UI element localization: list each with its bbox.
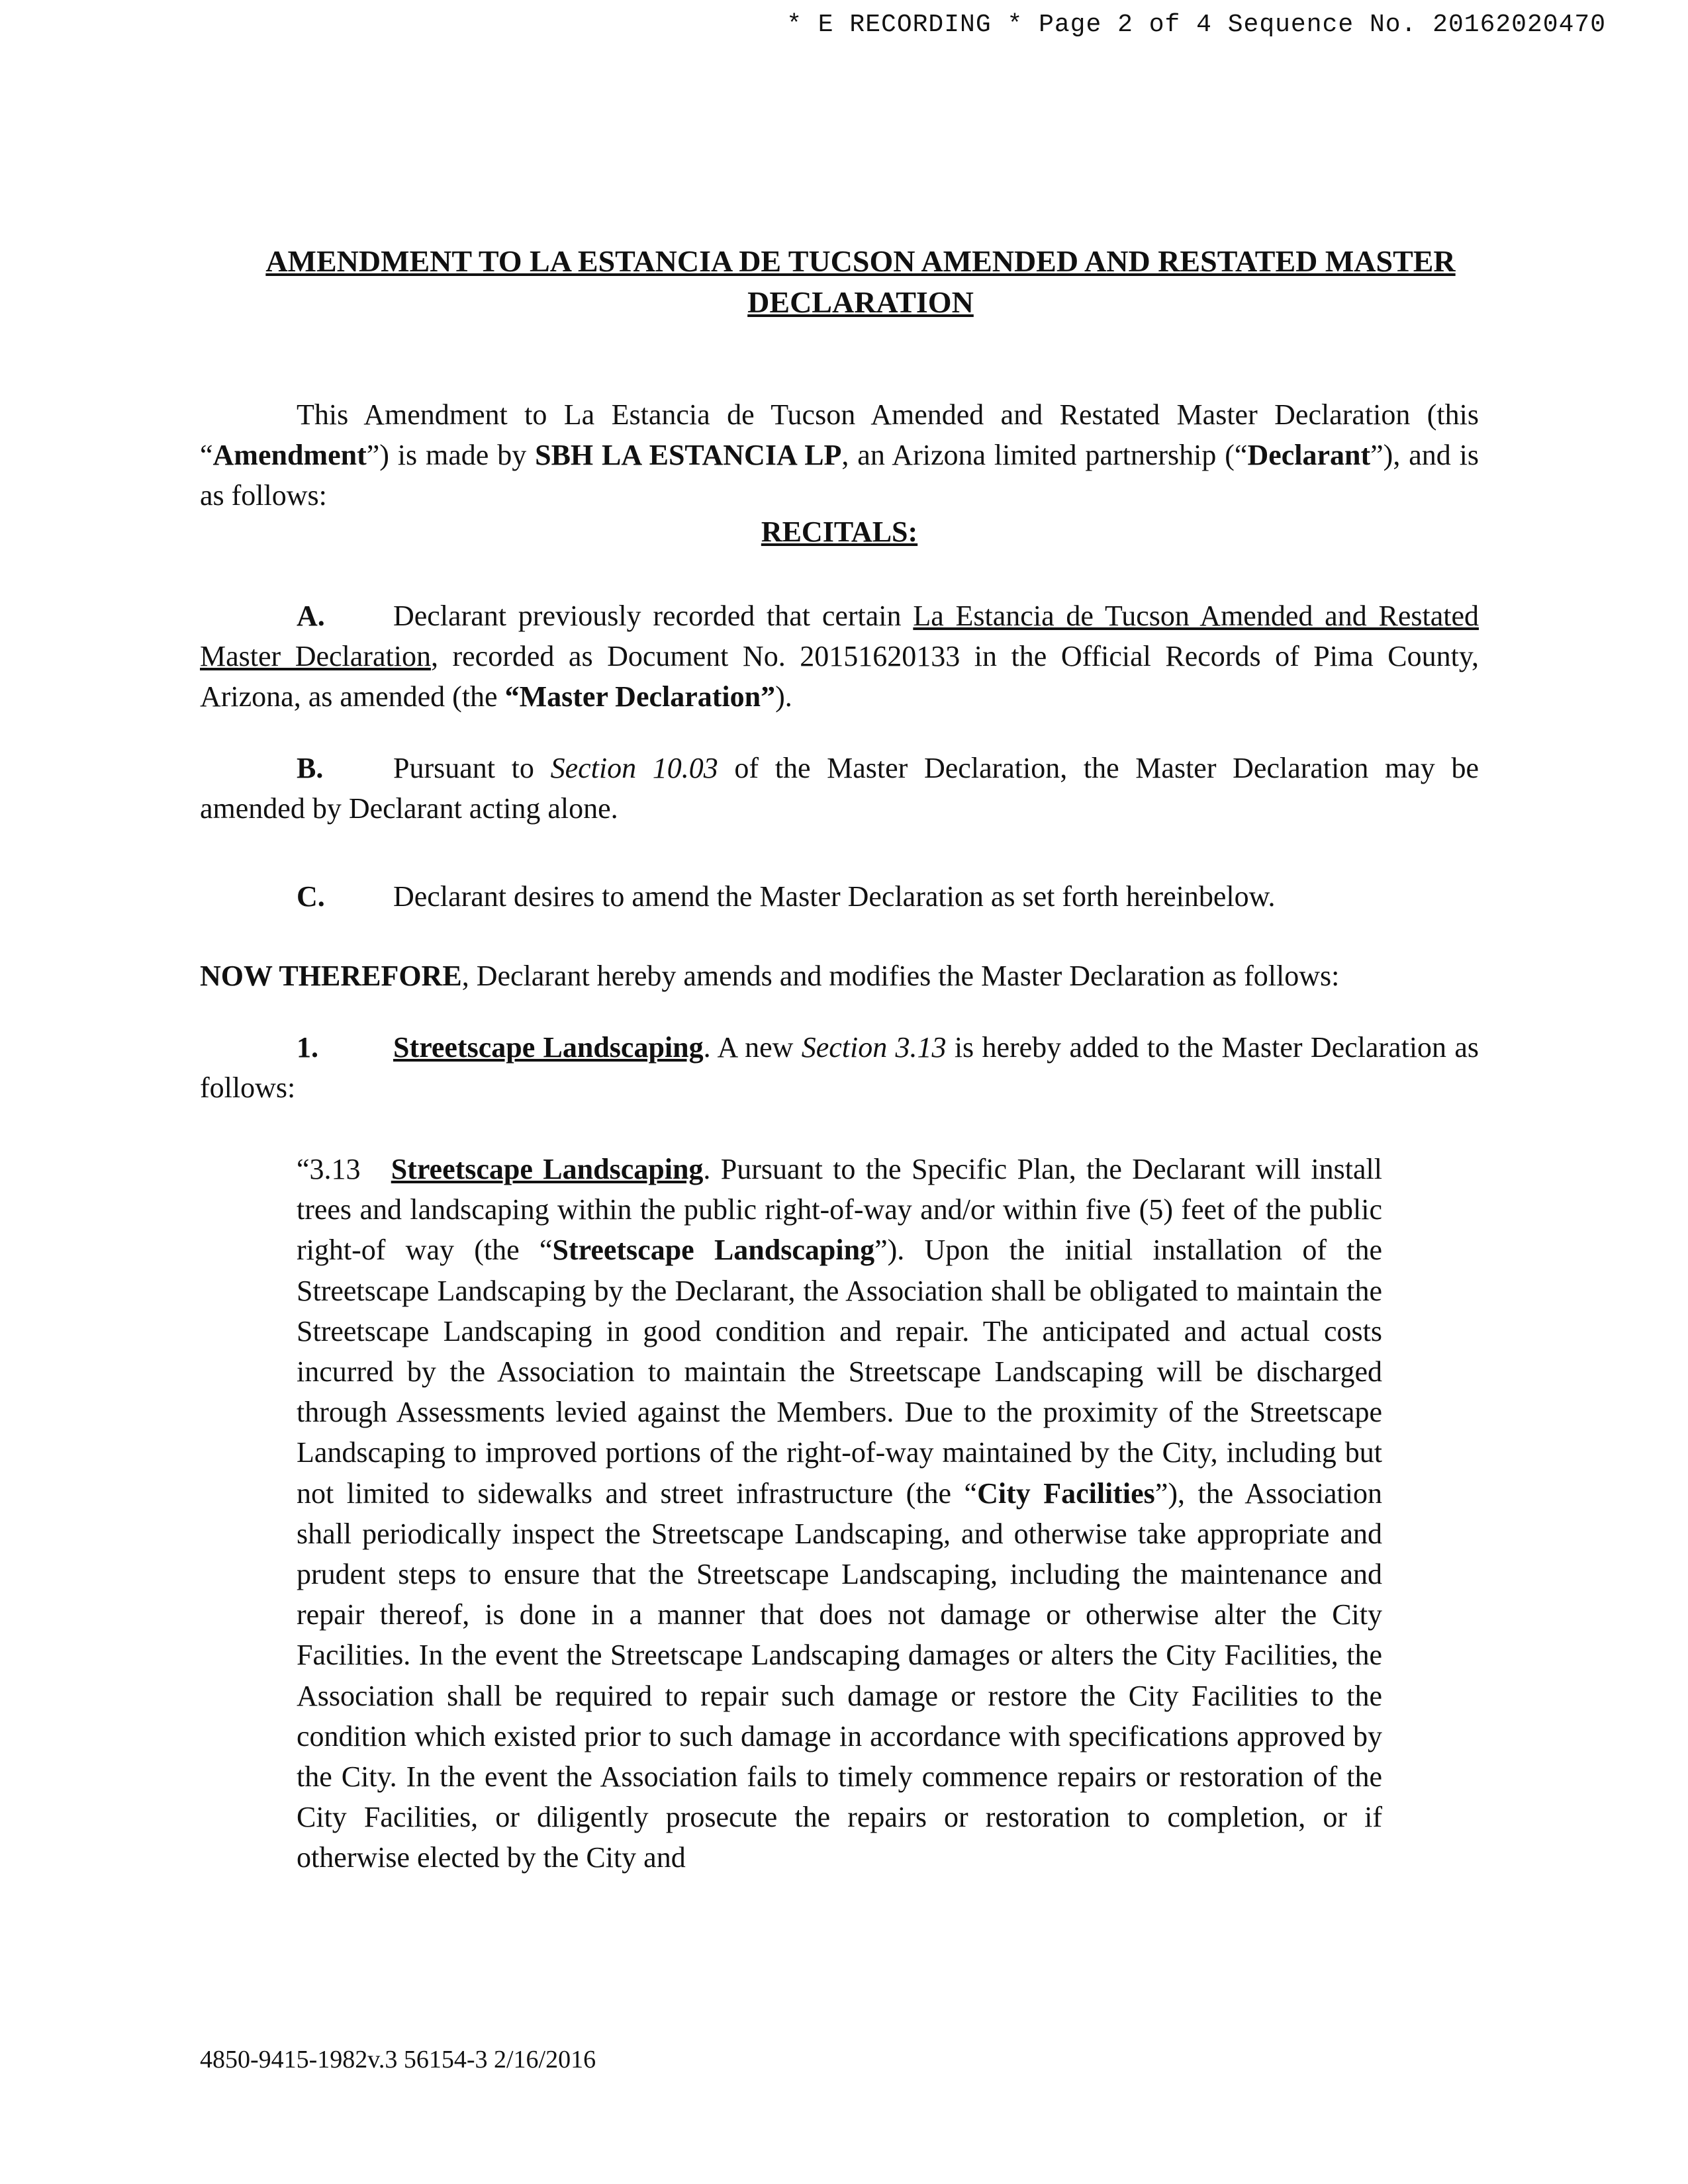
intro-text-4: ”), and is as follows:: [200, 439, 1479, 512]
defined-term-master-declaration: “Master Declaration”: [504, 680, 776, 713]
recital-b-section-ref: Section 10.03: [550, 752, 718, 784]
item-1-heading: Streetscape Landscaping: [393, 1031, 704, 1064]
defined-term-amendment: Amendment: [212, 439, 367, 471]
recital-b-text-1: Pursuant to: [393, 752, 551, 784]
item-1-paragraph: [200, 1027, 1479, 1108]
item-1-text-1: . A new: [703, 1031, 802, 1064]
recital-a-label: A.: [297, 600, 325, 632]
recital-c-label: C.: [297, 880, 325, 913]
recording-stamp: * E RECORDING * Page 2 of 4 Sequence No. 20162020470: [786, 11, 1606, 39]
now-therefore-lead: NOW THEREFORE: [200, 960, 462, 992]
intro-text-2: ”) is made by: [366, 439, 536, 471]
section-3-13-number: “3.13: [297, 1153, 361, 1185]
recital-b-label: B.: [297, 752, 324, 784]
recital-a: [200, 596, 1479, 717]
intro-text-1: This Amendment to La Estancia de Tucson Amended and Restated Master Declaration (this “: [200, 398, 1479, 471]
recital-c-text: Declarant desires to amend the Master Declaration as set forth hereinbelow.: [393, 880, 1276, 913]
item-1-section-ref: Section 3.13: [801, 1031, 947, 1064]
section-3-13-text-3: ”), the Association shall periodically inspect the Streetscape Landscaping, and otherwise take appropriate and prudent steps to ensure that the Streetscape Landscaping, including the maintenance and repair thereof, is done in a manner that does not damage or otherwise alter the City Facilities. In the event the Streetscape Landscaping damages or alters the City Facilities, the Association shall be required to repair such damage or restore the City Facilities to the condition which existed prior to such damage in accordance with specifications approved by the City. In the event the Association fails to timely commence repairs or restoration of the City Facilities, or diligently prosecute the repairs or restoration to completion, or if otherwise elected by the City and: [297, 1477, 1383, 1874]
now-therefore-text: , Declarant hereby amends and modifies the Master Declaration as follows:: [461, 960, 1340, 992]
footer-document-id: 4850-9415-1982v.3 56154-3 2/16/2016: [200, 2046, 596, 2073]
item-1-number: 1.: [297, 1031, 318, 1064]
recital-b: [200, 748, 1479, 829]
recital-a-text-1: Declarant previously recorded that certain: [393, 600, 914, 632]
defined-term-city-facilities: City Facilities: [977, 1477, 1155, 1510]
item-1-text-2: is hereby added to the Master Declaration as follows:: [200, 1031, 1479, 1104]
declarant-name: SBH LA ESTANCIA LP: [535, 439, 842, 471]
section-3-13-heading: Streetscape Landscaping: [391, 1153, 704, 1185]
now-therefore-paragraph: [200, 956, 1479, 996]
intro-paragraph: [200, 394, 1479, 516]
intro-text-3: , an Arizona limited partnership (“: [841, 439, 1248, 471]
defined-term-declarant: Declarant: [1247, 439, 1371, 471]
recital-c: [200, 876, 1479, 917]
section-3-13-text-2: ”). Upon the initial installation of the Streetscape Landscaping by the Declarant, the Association shall be obligated to maintain the Streetscape Landscaping in good condition and repair. The anticipated and actual costs incurred by the Association to maintain the Streetscape Landscaping will be discharged through Assessments levied against the Members. Due to the proximity of the Streetscape Landscaping to improved portions of the right-of-way maintained by the City, including but not limited to sidewalks and street infrastructure (the “: [297, 1234, 1382, 1510]
defined-term-streetscape-landscaping: Streetscape Landscaping: [552, 1234, 875, 1267]
recital-a-text-3: ).: [775, 680, 792, 713]
section-3-13-block: [297, 1149, 1382, 1878]
recital-a-text-2: , recorded as Document No. 20151620133 in the Official Records of Pima County, Arizona, as amended (the: [200, 640, 1479, 713]
document-title: AMENDMENT TO LA ESTANCIA DE TUCSON AMENDED AND RESTATED MASTER DECLARATION: [265, 244, 1456, 319]
recitals-heading: RECITALS:: [761, 516, 918, 548]
recital-b-text-2: of the Master Declaration, the Master Declaration may be amended by Declarant acting alone.: [200, 752, 1479, 825]
section-3-13-text-1: . Pursuant to the Specific Plan, the Declarant will install trees and landscaping within the public right-of-way and/or within five (5) feet of the public right-of way (the “: [297, 1153, 1383, 1267]
recital-a-doc-title: La Estancia de Tucson Amended and Restated Master Declaration: [200, 600, 1479, 672]
